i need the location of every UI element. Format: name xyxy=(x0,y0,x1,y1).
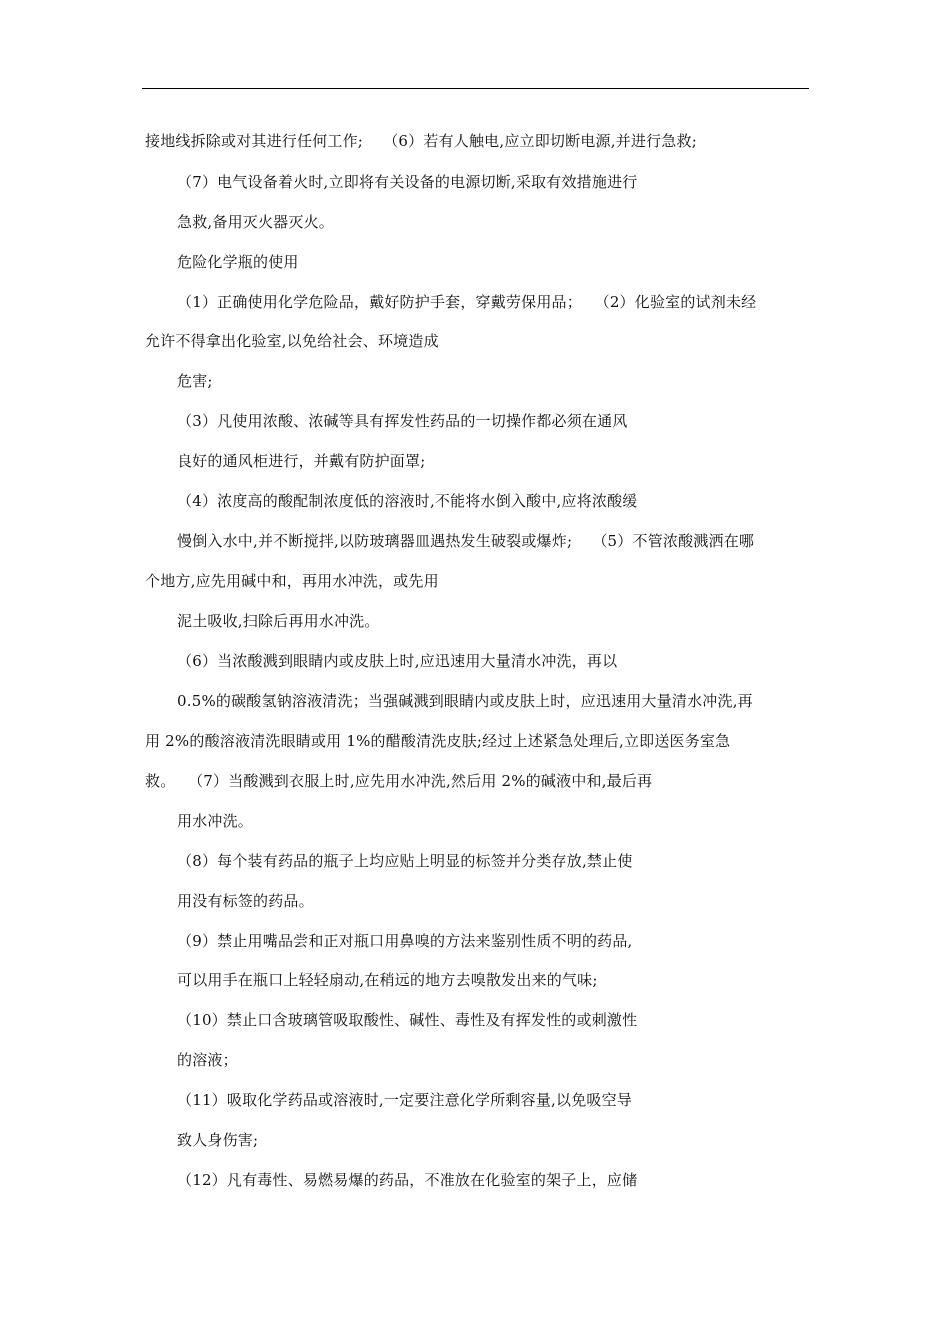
text-line: 慢倒入水中,并不断搅拌,以防玻璃器皿遇热发生破裂或爆炸; （5）不管浓酸溅洒在哪 xyxy=(177,532,755,550)
text-line: 急救,备用灭火器灭火。 xyxy=(177,213,334,231)
text-line: （9）禁止用嘴品尝和正对瓶口用鼻嗅的方法来鉴别性质不明的药品, xyxy=(177,932,633,950)
text-line: 泥土吸收,扫除后再用水冲洗。 xyxy=(177,612,380,630)
text-line: （10）禁止口含玻璃管吸取酸性、碱性、毒性及有挥发性的或刺激性 xyxy=(177,1011,638,1029)
text-line: 危害; xyxy=(177,372,213,390)
text-line: 个地方,应先用碱中和，再用水冲洗，或先用 xyxy=(145,572,439,590)
text-line: （1）正确使用化学危险品，戴好防护手套，穿戴劳保用品； （2）化验室的试剂未经 xyxy=(177,293,757,311)
text-line: 的溶液； xyxy=(177,1051,238,1069)
text-line: 用 2%的酸溶液清洗眼睛或用 1%的醋酸清洗皮肤;经过上述紧急处理后,立即送医务室急 xyxy=(145,732,731,750)
text-line: 救。 （7）当酸溅到衣服上时,应先用水冲洗,然后用 2%的碱液中和,最后再 xyxy=(145,772,653,790)
text-line: 用没有标签的药品。 xyxy=(177,892,314,910)
text-line: （4）浓度高的酸配制浓度低的溶液时,不能将水倒入酸中,应将浓酸缓 xyxy=(177,492,638,510)
text-line: 良好的通风柜进行，并戴有防护面罩; xyxy=(177,452,426,470)
text-line: 致人身伤害; xyxy=(177,1131,259,1149)
text-line: 可以用手在瓶口上轻轻扇动,在稍远的地方去嗅散发出来的气味; xyxy=(177,971,598,989)
text-line: 0.5%的碳酸氢钠溶液清洗；当强碱溅到眼睛内或皮肤上时，应迅速用大量清水冲洗,再 xyxy=(177,692,753,710)
text-line: （12）凡有毒性、易燃易爆的药品，不准放在化验室的架子上，应储 xyxy=(177,1171,638,1189)
section-heading: 危险化学瓶的使用 xyxy=(177,253,299,271)
header-rule xyxy=(142,88,809,89)
text-line: （7）电气设备着火时,立即将有关设备的电源切断,采取有效措施进行 xyxy=(177,173,638,191)
text-line: 接地线拆除或对其进行任何工作; （6）若有人触电,应立即切断电源,并进行急救; xyxy=(145,132,697,150)
text-line: （6）当浓酸溅到眼睛内或皮肤上时,应迅速用大量清水冲洗，再以 xyxy=(177,652,618,670)
text-line: （11）吸取化学药品或溶液时,一定要注意化学所剩容量,以免吸空导 xyxy=(177,1091,633,1109)
text-line: 允许不得拿出化验室,以免给社会、环境造成 xyxy=(145,332,439,350)
text-line: （8）每个装有药品的瓶子上均应贴上明显的标签并分类存放,禁止使 xyxy=(177,852,633,870)
text-line: 用水冲洗。 xyxy=(177,812,254,830)
text-line: （3）凡使用浓酸、浓碱等具有挥发性药品的一切操作都必须在通风 xyxy=(177,412,628,430)
